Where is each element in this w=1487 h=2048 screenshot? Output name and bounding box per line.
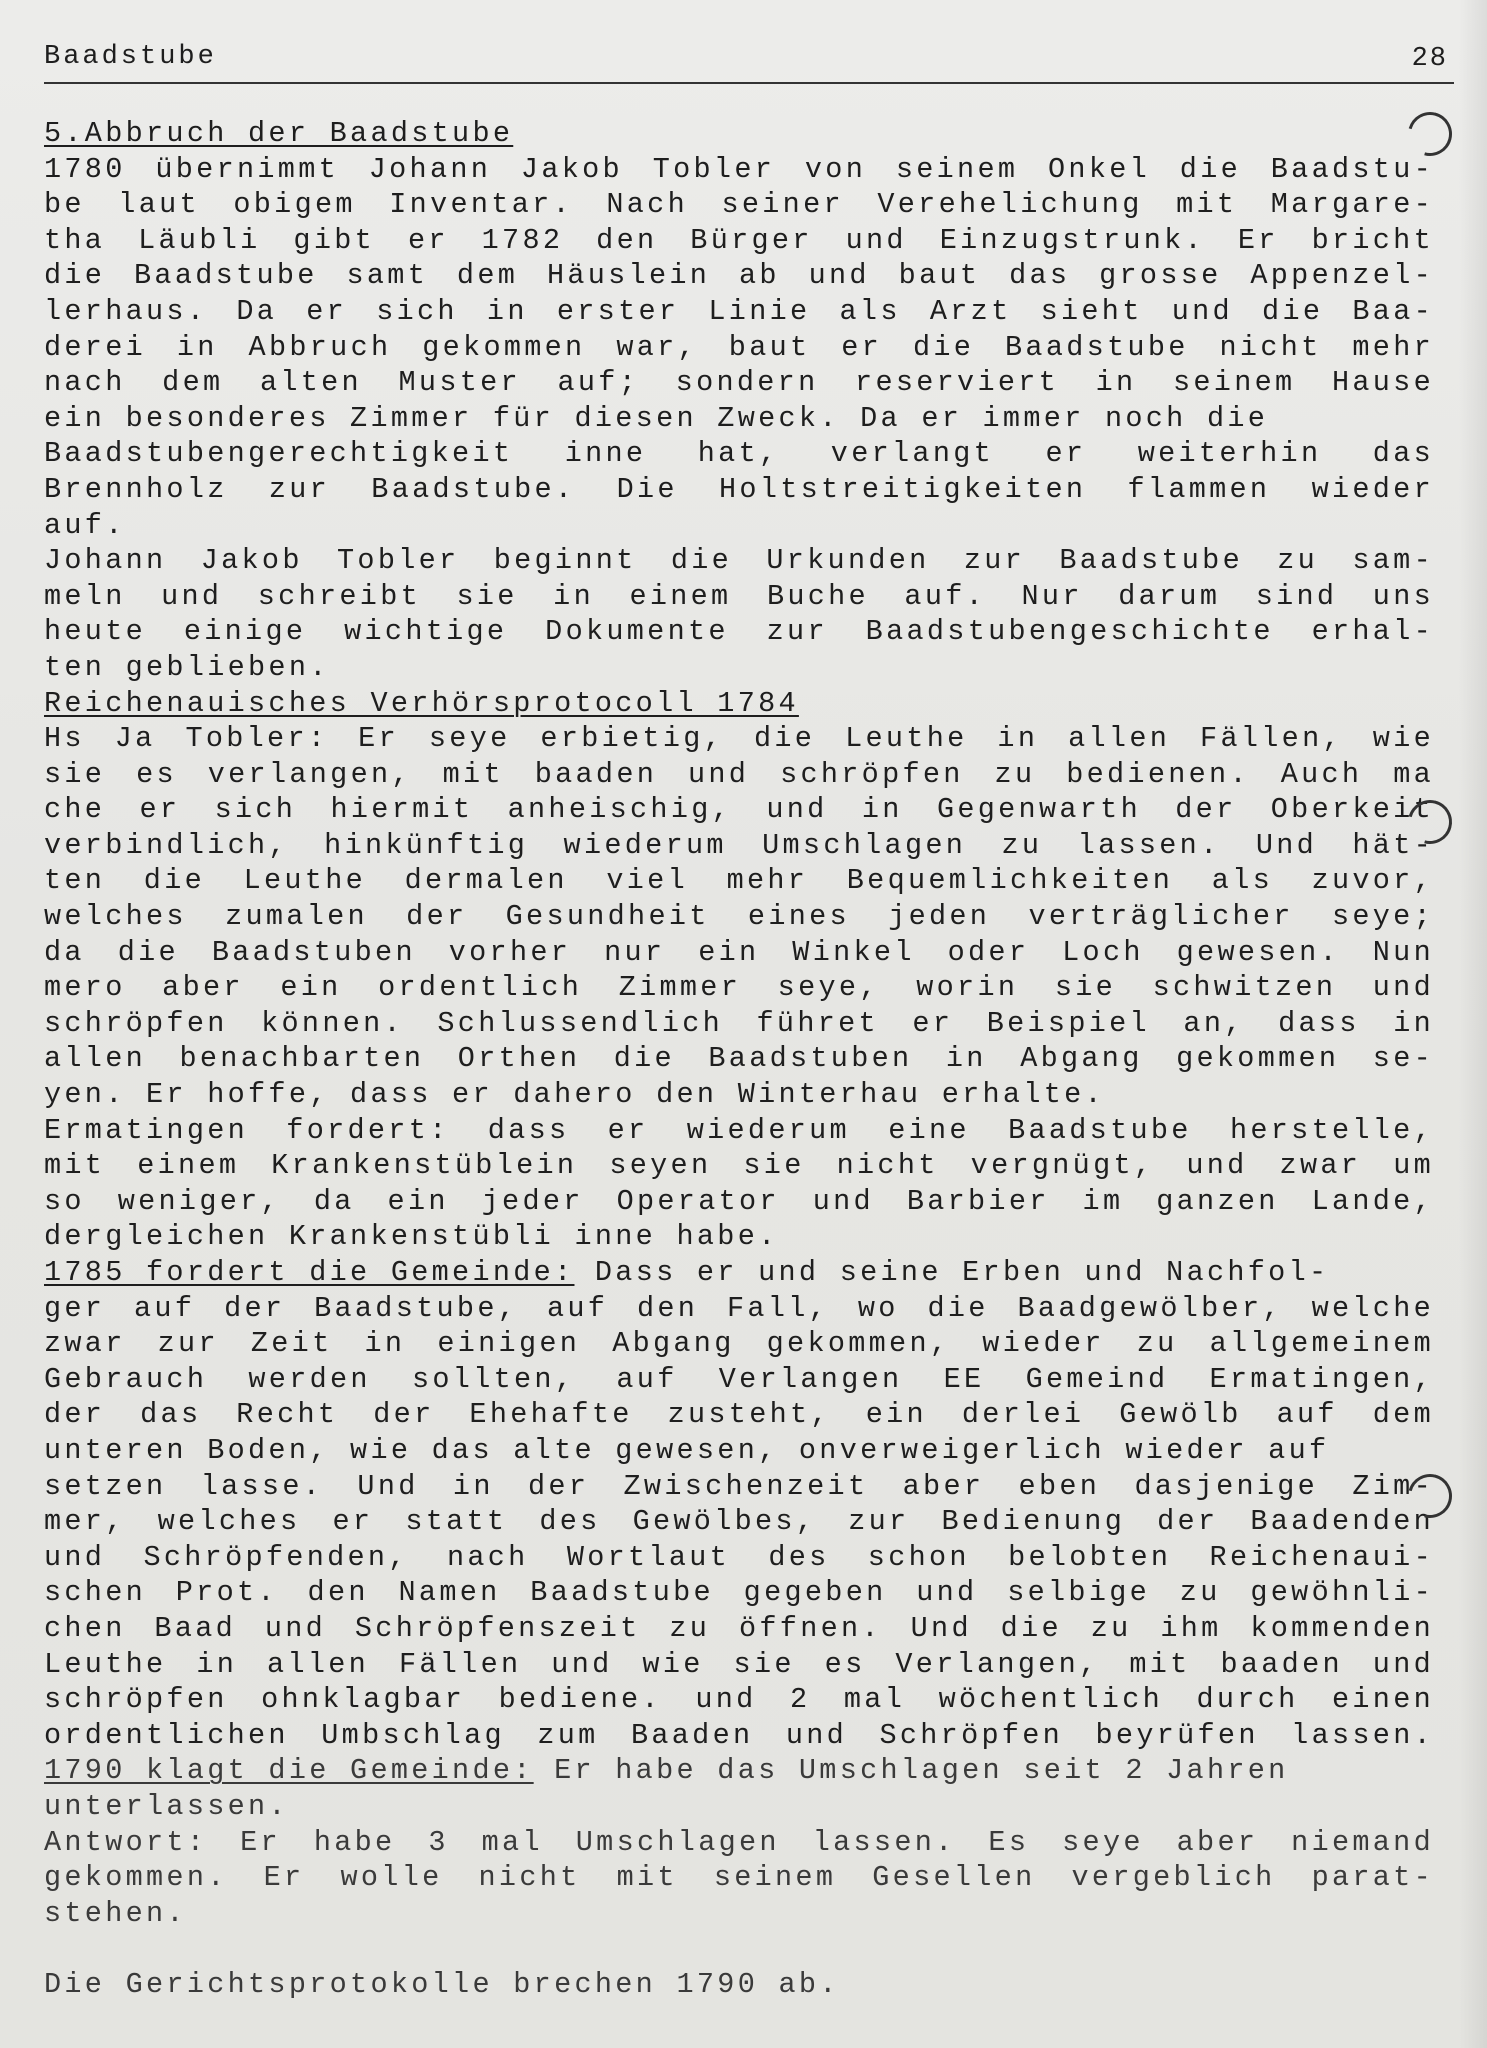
text-line: Antwort: Er habe 3 mal Umschlagen lassen. Es seye aber niemand xyxy=(44,1825,1434,1859)
text-line: mero aber ein ordentlich Zimmer seye, worin sie schwitzen und xyxy=(44,971,1434,1005)
running-header xyxy=(44,42,1454,84)
text-line: schen Prot. den Namen Baadstube gegeben und selbige zu gewöhnli- xyxy=(44,1576,1434,1610)
text-line: Leuthe in allen Fällen und wie sie es Verlangen, mit baaden und xyxy=(44,1647,1434,1681)
spacer xyxy=(44,1931,1434,1967)
text-line: Brennholz zur Baadstube. Die Holtstreitigkeiten flammen wieder xyxy=(44,472,1434,506)
text-line: gekommen. Er wolle nicht mit seinem Gesellen vergeblich parat- xyxy=(44,1861,1434,1895)
text-line: che er sich hiermit anheischig, und in Gegenwarth der Oberkeit xyxy=(44,793,1434,827)
text-line: unteren Boden, wie das alte gewesen, onverweigerlich wieder auf xyxy=(44,1433,1330,1467)
page-body xyxy=(44,116,1434,2003)
text-line: dergleichen Krankenstübli inne habe. xyxy=(44,1220,779,1254)
text-line: schröpfen können. Schlussendlich führet er Beispiel an, dass in xyxy=(44,1006,1434,1040)
text-line: lerhaus. Da er sich in erster Linie als Arzt sieht und die Baa- xyxy=(44,294,1434,328)
text-line: be laut obigem Inventar. Nach seiner Verehelichung mit Margare- xyxy=(44,188,1434,222)
paragraph-verhoer-1 xyxy=(44,721,1434,1113)
paragraph-abbruch-2 xyxy=(44,543,1434,685)
text-line: mit einem Krankenstüblein seyen sie nicht vergnügt, und zwar um xyxy=(44,1149,1434,1183)
paragraph-verhoer-2 xyxy=(44,1113,1434,1255)
text-line: Hs Ja Tobler: Er seye erbietig, die Leuthe in allen Fällen, wie xyxy=(44,722,1434,756)
text-line: 1780 übernimmt Johann Jakob Tobler von seinem Onkel die Baadstu- xyxy=(44,152,1434,186)
header-title: Baadstube xyxy=(44,42,217,72)
text-line: meln und schreibt sie in einem Buche auf. Nur darum sind uns xyxy=(44,579,1434,613)
text-line: auf. xyxy=(44,508,126,542)
text-line: tha Läubli gibt er 1782 den Bürger und Einzugstrunk. Er bricht xyxy=(44,223,1434,257)
lead-underlined: 1790 klagt die Gemeinde: xyxy=(44,1754,534,1788)
text-line: allen benachbarten Orthen die Baadstuben in Abgang gekommen se- xyxy=(44,1042,1434,1076)
text-line: Ermatingen fordert: dass er wiederum eine Baadstube herstelle, xyxy=(44,1113,1434,1147)
text-line: der das Recht der Ehehafte zusteht, ein derlei Gewölb auf dem xyxy=(44,1398,1434,1432)
lead-underlined: 1785 fordert die Gemeinde: xyxy=(44,1256,575,1289)
text-line: schröpfen ohnklagbar bediene. und 2 mal wöchentlich durch einen xyxy=(44,1683,1434,1717)
text-line: zwar zur Zeit in einigen Abgang gekommen, wieder zu allgemeinem xyxy=(44,1327,1434,1361)
text-line: verbindlich, hinkünftig wiederum Umschlagen zu lassen. Und hät- xyxy=(44,828,1434,862)
text-line: chen Baad und Schröpfenszeit zu öffnen. Und die zu ihm kommenden xyxy=(44,1611,1434,1645)
text-line: yen. Er hoffe, dass er dahero den Winterhau erhalte. xyxy=(44,1078,1105,1112)
text-line: die Baadstube samt dem Häuslein ab und baut das grosse Appenzel- xyxy=(44,259,1434,293)
section-heading-abbruch xyxy=(44,116,1434,152)
section-heading-verhoersprotocoll xyxy=(44,686,1434,722)
text-line-lead xyxy=(44,1753,1434,1789)
text-line: ordentlichen Umbschlag zum Baaden und Schröpfen beyrüfen lassen. xyxy=(44,1718,1434,1752)
text-line: ger auf der Baadstube, auf den Fall, wo die Baadgewölber, welche xyxy=(44,1291,1434,1325)
text-line: ten die Leuthe dermalen viel mehr Bequemlichkeiten als zuvor, xyxy=(44,864,1434,898)
text-line: ten geblieben. xyxy=(44,650,330,684)
text-line: mer, welches er statt des Gewölbes, zur Bedienung der Baadenden xyxy=(44,1505,1434,1539)
closing-line: Die Gerichtsprotokolle brechen 1790 ab. xyxy=(44,1968,840,2002)
paragraph-1790 xyxy=(44,1753,1434,1931)
text-line: so weniger, da ein jeder Operator und Barbier im ganzen Lande, xyxy=(44,1184,1434,1218)
lead-rest: Dass er und seine Erben und Nachfol- xyxy=(574,1256,1330,1289)
text-line: und Schröpfenden, nach Wortlaut des schon belobten Reichenaui- xyxy=(44,1540,1434,1574)
text-line: heute einige wichtige Dokumente zur Baadstubengeschichte erhal- xyxy=(44,615,1434,649)
text-line-lead xyxy=(44,1255,1434,1291)
text-line: Johann Jakob Tobler beginnt die Urkunden zur Baadstube zu sam- xyxy=(44,544,1434,578)
text-line: setzen lasse. Und in der Zwischenzeit aber eben dasjenige Zim- xyxy=(44,1469,1434,1503)
heading-text: Reichenauisches Verhörsprotocoll 1784 xyxy=(44,686,799,720)
text-line: derei in Abbruch gekommen war, baut er die Baadstube nicht mehr xyxy=(44,330,1434,364)
page-number: 28 xyxy=(1411,44,1448,74)
text-line: sie es verlangen, mit baaden und schröpfen zu bedienen. Auch ma xyxy=(44,757,1434,791)
page-edge-shadow xyxy=(1459,0,1487,2048)
text-line: Baadstubengerechtigkeit inne hat, verlangt er weiterhin das xyxy=(44,437,1434,471)
text-line: ein besonderes Zimmer für diesen Zweck. Da er immer noch die xyxy=(44,401,1269,435)
text-line: Gebrauch werden sollten, auf Verlangen EE Gemeind Ermatingen, xyxy=(44,1362,1434,1396)
paragraph-1785 xyxy=(44,1255,1434,1753)
heading-text: 5.Abbruch der Baadstube xyxy=(44,117,514,150)
text-line: unterlassen. xyxy=(44,1789,289,1823)
paragraph-abbruch-1 xyxy=(44,152,1434,544)
text-line: stehen. xyxy=(44,1896,187,1930)
text-line: da die Baadstuben vorher nur ein Winkel oder Loch gewesen. Nun xyxy=(44,935,1434,969)
lead-rest: Er habe das Umschlagen seit 2 Jahren xyxy=(533,1754,1289,1788)
text-line: welches zumalen der Gesundheit eines jeden verträglicher seye; xyxy=(44,900,1434,934)
text-line: nach dem alten Muster auf; sondern reserviert in seinem Hause xyxy=(44,366,1434,400)
